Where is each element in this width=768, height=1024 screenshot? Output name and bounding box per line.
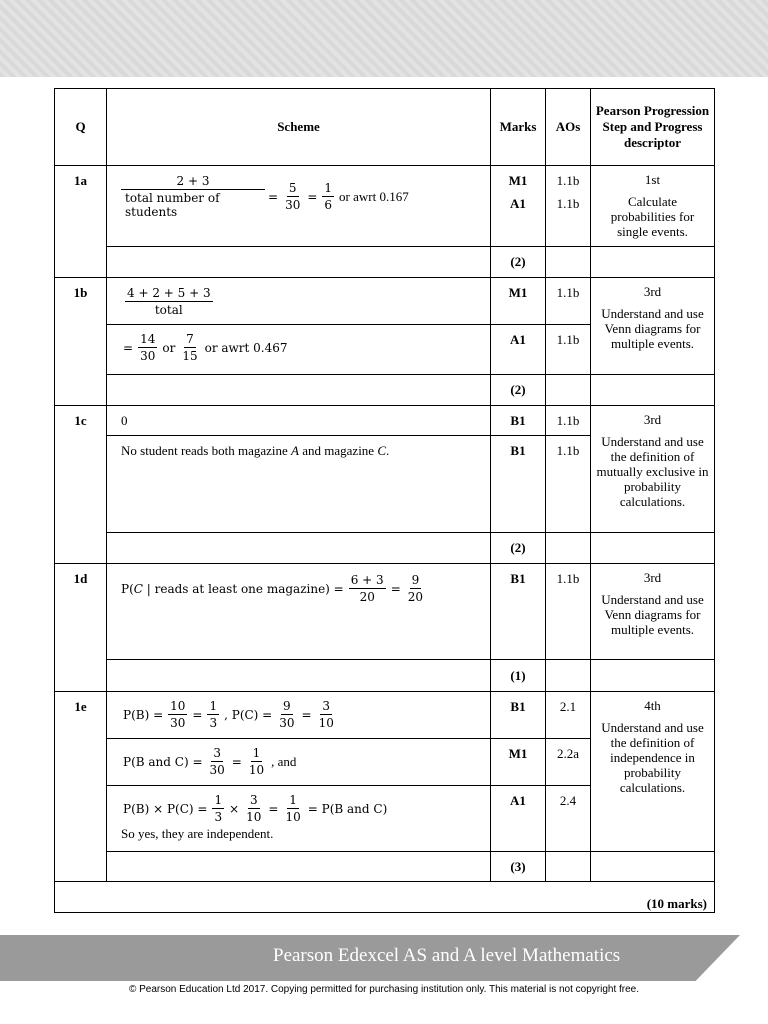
q1b-or: or <box>162 340 176 355</box>
q1b-label: 1b <box>55 278 107 406</box>
q1b-mark2: A1 <box>491 325 546 375</box>
q1b-ao1: 1.1b <box>546 278 591 325</box>
col-q-header: Q <box>55 89 107 166</box>
q1c-subtotal-row <box>55 533 715 564</box>
q1d-row <box>55 564 715 660</box>
q1e-label: 1e <box>55 692 107 882</box>
q1a-scheme <box>107 166 491 247</box>
mark-scheme-table <box>54 88 715 913</box>
header-row <box>55 89 715 166</box>
q1d-level: 3rd <box>643 570 662 585</box>
q1b-den1: total <box>154 303 183 317</box>
q1e-scheme-3: P(B) × P(C) = $\frac{1}{3}$ × $\frac{3}{10}$ = $\frac{1}{10}$ = P(B and C) So yes, they are independent. <box>107 786 491 852</box>
q1e-mark3: A1 <box>491 786 546 852</box>
q1b-den2: 30 <box>140 349 156 363</box>
q1a-num2: 5 <box>288 181 297 195</box>
q1e-row1 <box>55 692 715 739</box>
q1e-subtotal-row <box>55 852 715 882</box>
q1e-scheme-1: P(B) = $\frac{10}{30}$ = $\frac{1}{3}$ , P(C) = $\frac{9}{30}$ = $\frac{3}{10}$ <box>107 692 491 739</box>
q1e-conclusion: So yes, they are independent. <box>121 826 274 841</box>
q1c-label: 1c <box>55 406 107 564</box>
q1d-den1: 20 <box>359 590 375 604</box>
q1b-scheme-2 <box>107 325 491 375</box>
q1e-descriptor: Understand and use the definition of independence in probability calculations. <box>601 720 704 795</box>
q1c-level: 3rd <box>643 412 662 427</box>
q1b-subtotal-row <box>55 375 715 406</box>
q1e-subtotal: (3) <box>491 852 546 882</box>
q1a-note: or awrt 0.167 <box>339 188 409 204</box>
q1e-scheme-2: P(B and C) = $\frac{3}{30}$ = $\frac{1}{10}$ , and <box>107 739 491 786</box>
q1b-num1: 4 + 2 + 5 + 3 <box>127 286 211 300</box>
col-pearson-header: Pearson Progression Step and Progress descriptor <box>591 89 715 166</box>
q1b-num3: 7 <box>186 332 194 346</box>
q1a-level: 1st <box>644 172 661 187</box>
q1e-mark1: B1 <box>491 692 546 739</box>
col-aos-header: AOs <box>546 89 591 166</box>
q1e-mark2: M1 <box>491 739 546 786</box>
q1c-descriptor: Understand and use the definition of mutually exclusive in probability calculations. <box>596 434 709 509</box>
q1a-marks <box>491 166 546 247</box>
q1b-scheme-1 <box>107 278 491 325</box>
q1e-level: 4th <box>644 698 661 713</box>
q1e-ao3: 2.4 <box>546 786 591 852</box>
q1a-aos <box>546 166 591 247</box>
q1c-explanation: No student reads both magazine A and magazine C. <box>107 436 491 533</box>
q1a-num1: 2 + 3 <box>121 174 265 190</box>
q1b-subtotal: (2) <box>491 375 546 406</box>
q1d-den2: 20 <box>407 590 424 604</box>
q1b-note: or awrt 0.467 <box>204 340 288 355</box>
q1a-den2: 30 <box>285 198 301 212</box>
q1a-ao1: 1.1b <box>556 173 580 188</box>
q1d-subtotal-row <box>55 660 715 692</box>
q1c-mark2: B1 <box>491 436 546 533</box>
q1c-ao1: 1.1b <box>546 406 591 436</box>
q1a-descriptor: Calculate probabilities for single events. <box>610 194 695 239</box>
q1b-den3: 15 <box>182 349 198 363</box>
q1a-num3: 1 <box>324 181 333 195</box>
q1c-subtotal: (2) <box>491 533 546 564</box>
q1d-label: 1d <box>55 564 107 692</box>
q1c-row1 <box>55 406 715 436</box>
q1a-den3: 6 <box>324 198 333 212</box>
q1e-ao2: 2.2a <box>546 739 591 786</box>
footer-title: Pearson Edexcel AS and A level Mathematics <box>273 945 621 966</box>
q1a-mark2: A1 <box>510 196 526 211</box>
q1b-descriptor-cell <box>591 278 715 375</box>
q1d-descriptor-cell <box>591 564 715 660</box>
total-marks: (10 marks) <box>55 882 715 913</box>
col-marks-header: Marks <box>491 89 546 166</box>
q1a-eq1: = <box>268 189 279 204</box>
q1a-den1: total number of students <box>125 191 220 219</box>
q1a-descriptor-cell <box>591 166 715 247</box>
q1a-mark1: M1 <box>508 173 528 188</box>
total-row <box>55 882 715 913</box>
q1d-num1: 6 + 3 <box>350 573 384 587</box>
q1c-ao2: 1.1b <box>546 436 591 533</box>
q1d-num2: 9 <box>411 573 420 587</box>
col-scheme-header: Scheme <box>107 89 491 166</box>
q1a-row <box>55 166 715 247</box>
q1a-ao2: 1.1b <box>556 196 580 211</box>
q1b-descriptor: Understand and use Venn diagrams for multiple events. <box>601 306 704 351</box>
top-decorative-band <box>0 0 768 77</box>
q1e-ao1: 2.1 <box>546 692 591 739</box>
q1c-descriptor-cell <box>591 406 715 533</box>
q1b-row1 <box>55 278 715 325</box>
q1b-eq: = <box>123 340 134 355</box>
q1d-subtotal: (1) <box>491 660 546 692</box>
q1b-num2: 14 <box>140 332 156 346</box>
q1a-label: 1a <box>55 166 107 278</box>
q1c-mark1: B1 <box>491 406 546 436</box>
q1d-ao1: 1.1b <box>546 564 591 660</box>
q1d-descriptor: Understand and use Venn diagrams for multiple events. <box>601 592 704 637</box>
q1e-descriptor-cell <box>591 692 715 852</box>
q1d-scheme: P(C | reads at least one magazine) = $\frac{6 + 3}{20}$ = $\frac{9}{20}$ <box>107 564 491 660</box>
copyright-notice: © Pearson Education Ltd 2017. Copying permitted for purchasing institution only. This material is not copyright free. <box>128 984 640 995</box>
q1b-level: 3rd <box>643 284 662 299</box>
q1c-answer: 0 <box>107 406 491 436</box>
q1b-mark1: M1 <box>491 278 546 325</box>
q1a-subtotal: (2) <box>491 247 546 278</box>
q1a-subtotal-row <box>55 247 715 278</box>
q1b-ao2: 1.1b <box>546 325 591 375</box>
q1d-mark1: B1 <box>491 564 546 660</box>
q1a-eq2: = <box>307 189 318 204</box>
